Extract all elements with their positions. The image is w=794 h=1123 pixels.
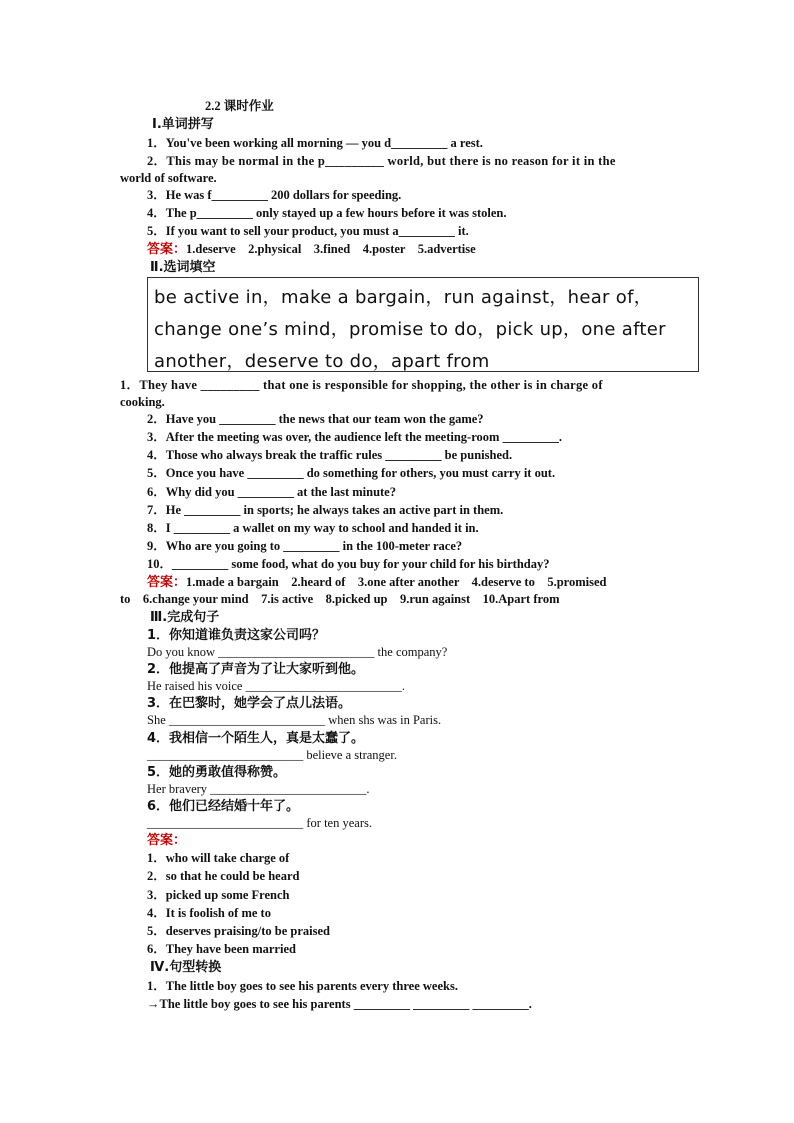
s2-question-1-cont: cooking.	[120, 395, 165, 409]
s3-chinese-3: 3．在巴黎时，她学会了点儿法语。	[147, 696, 352, 711]
s2-question-3: 3．After the meeting was over, the audience left the meeting-room _________.	[147, 430, 562, 444]
s3-answer-label: 答案：	[147, 833, 187, 848]
s3-english-4: _________________________ believe a stranger.	[147, 748, 397, 762]
s2-answers-cont: to 6.change your mind 7.is active 8.picked up 9.run against 10.Apart from	[120, 592, 560, 606]
s2-answers	[147, 575, 606, 590]
s3-answer-2: 2．so that he could be heard	[147, 869, 300, 883]
section-2-heading: Ⅱ.选词填空	[150, 260, 216, 275]
s2-question-2: 2．Have you _________ the news that our team won the game?	[147, 412, 484, 426]
answer-label: 答案：	[147, 242, 187, 257]
s3-answer-3: 3．picked up some French	[147, 888, 290, 902]
section-4-heading: Ⅳ.句型转换	[150, 960, 222, 975]
s3-answer-6: 6．They have been married	[147, 942, 296, 956]
s4-question-1-rewrite: →The little boy goes to see his parents _________ _________ _________.	[147, 997, 532, 1011]
s2-question-8: 8．I _________ a wallet on my way to school and handed it in.	[147, 521, 479, 535]
s3-answer-5: 5．deserves praising/to be praised	[147, 924, 330, 938]
s1-question-1: 1．You've been working all morning — you d_________ a rest.	[147, 136, 483, 150]
section-1-heading: Ⅰ.单词拼写	[152, 117, 214, 132]
word-bank-line-2: change one’s mind，promise to do，pick up，one after	[154, 319, 666, 340]
s3-answer-4: 4．It is foolish of me to	[147, 906, 271, 920]
word-bank-line-3: another，deserve to do，apart from	[154, 351, 490, 372]
word-bank-line-1: be active in，make a bargain，run against，hear of，	[154, 287, 653, 308]
s2-question-4: 4．Those who always break the traffic rules _________ be punished.	[147, 448, 513, 462]
s3-english-1: Do you know _________________________ the company?	[147, 645, 448, 659]
s3-chinese-6: 6．他们已经结婚十年了。	[147, 799, 300, 814]
s1-question-4: 4．The p_________ only stayed up a few hours before it was stolen.	[147, 206, 507, 220]
word-bank-box	[147, 277, 699, 372]
s3-english-5: Her bravery _________________________.	[147, 782, 370, 796]
s1-answers	[147, 242, 476, 257]
answer-text: 1.deserve 2.physical 3.fined 4.poster 5.advertise	[186, 242, 476, 256]
s2-question-9: 9．Who are you going to _________ in the 100-meter race?	[147, 539, 463, 553]
s3-english-3: She _________________________ when shs was in Paris.	[147, 713, 442, 727]
s3-english-6: _________________________ for ten years.	[147, 816, 372, 830]
s2-question-6: 6．Why did you _________ at the last minute?	[147, 485, 396, 499]
s3-answer-1: 1．who will take charge of	[147, 851, 290, 865]
s3-english-2: He raised his voice _________________________.	[147, 679, 405, 693]
s1-question-2: 2．This may be normal in the p_________ world, but there is no reason for it in the	[147, 154, 616, 168]
answer-text: 1.made a bargain 2.heard of 3.one after another 4.deserve to 5.promised	[186, 575, 607, 589]
s3-chinese-2: 2．他提高了声音为了让大家听到他。	[147, 662, 365, 677]
s1-question-5: 5．If you want to sell your product, you must a_________ it.	[147, 224, 469, 238]
s1-question-2-cont: world of software.	[120, 171, 217, 185]
page-title: 2.2 课时作业	[205, 99, 274, 113]
s2-question-5: 5．Once you have _________ do something for others, you must carry it out.	[147, 466, 556, 480]
s3-chinese-4: 4．我相信一个陌生人，真是太蠢了。	[147, 731, 365, 746]
s4-question-1: 1．The little boy goes to see his parents every three weeks.	[147, 979, 458, 993]
answer-label: 答案：	[147, 575, 187, 590]
s3-chinese-5: 5．她的勇敢值得称赞。	[147, 765, 287, 780]
s3-chinese-1: 1．你知道谁负责这家公司吗？	[147, 628, 326, 643]
section-3-heading: Ⅲ.完成句子	[150, 610, 220, 625]
s2-question-7: 7．He _________ in sports; he always takes an active part in them.	[147, 503, 504, 517]
s2-question-10: 10．_________ some food, what do you buy for your child for his birthday?	[147, 557, 550, 571]
s2-question-1: 1．They have _________ that one is responsible for shopping, the other is in charge of	[120, 378, 603, 392]
s1-question-3: 3．He was f_________ 200 dollars for speeding.	[147, 188, 402, 202]
